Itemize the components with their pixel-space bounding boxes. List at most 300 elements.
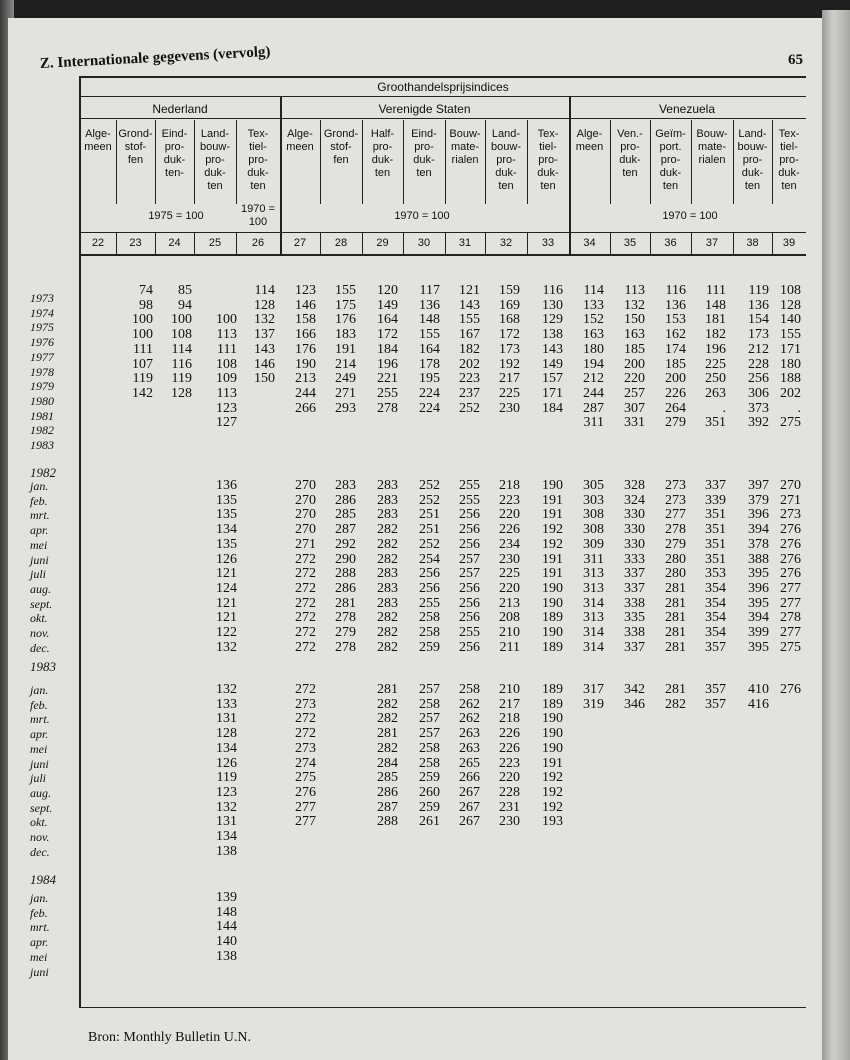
table-cell: 143 bbox=[459, 297, 480, 313]
table-cell: 133 bbox=[216, 696, 237, 712]
table-cell: 173 bbox=[499, 341, 520, 357]
row-label: 1973 bbox=[30, 291, 54, 305]
table-cell: 119 bbox=[132, 371, 153, 387]
row-label: 1978 bbox=[30, 364, 54, 379]
table-cell: 252 bbox=[459, 400, 480, 416]
table-cell: 142 bbox=[132, 385, 153, 401]
table-cell: 114 bbox=[171, 341, 192, 357]
column-header: Ven.- pro- duk- ten bbox=[617, 128, 643, 179]
table-cell: 267 bbox=[459, 784, 480, 800]
table-cell: 278 bbox=[377, 400, 398, 416]
table-cell: 397 bbox=[748, 478, 769, 493]
table-cell: 286 bbox=[335, 492, 356, 508]
table-cell: 194 bbox=[583, 356, 604, 372]
table-cell: 230 bbox=[499, 814, 520, 830]
column-header: Land- bouw- pro- duk- ten bbox=[737, 128, 768, 192]
table-cell: 280 bbox=[665, 566, 686, 582]
row-label: sept. bbox=[30, 800, 53, 815]
table-cell: 167 bbox=[459, 327, 480, 343]
column-number: 32 bbox=[499, 237, 513, 249]
table-cell: 200 bbox=[665, 371, 686, 387]
row-label: mrt. bbox=[30, 712, 50, 727]
table-cell: 272 bbox=[295, 726, 316, 742]
table-cell: 217 bbox=[499, 696, 520, 712]
table-cell: 244 bbox=[583, 385, 604, 401]
table-cell: 189 bbox=[542, 696, 563, 712]
table-cell: 135 bbox=[216, 492, 237, 508]
table-cell: 309 bbox=[583, 536, 604, 552]
row-label: 1974 bbox=[30, 305, 54, 320]
column-header: Tex- tiel- pro- duk- ten bbox=[247, 128, 269, 192]
table-cell: 258 bbox=[419, 696, 440, 712]
row-label: feb. bbox=[30, 493, 48, 508]
table-cell: 185 bbox=[624, 341, 645, 357]
table-cell: 111 bbox=[217, 341, 237, 357]
table-cell: 256 bbox=[459, 595, 480, 611]
table-cell: 234 bbox=[499, 536, 520, 552]
column-divider bbox=[116, 120, 117, 204]
table-cell: 133 bbox=[583, 297, 604, 313]
table-cell: 121 bbox=[216, 610, 237, 626]
table-cell: 256 bbox=[459, 639, 480, 655]
table-cell: 155 bbox=[419, 327, 440, 343]
table-cell: 191 bbox=[542, 566, 563, 582]
table-cell: 121 bbox=[216, 566, 237, 582]
column-divider bbox=[733, 232, 734, 254]
table-cell: 285 bbox=[377, 770, 398, 786]
table-cell: 220 bbox=[499, 770, 520, 786]
table-cell: 283 bbox=[377, 566, 398, 582]
column-header: Tex- tiel- pro- duk- ten bbox=[778, 128, 800, 192]
table-cell: 226 bbox=[499, 726, 520, 742]
table-cell: 130 bbox=[542, 297, 563, 313]
row-label: aug. bbox=[30, 581, 51, 596]
table-cell: 116 bbox=[171, 356, 192, 372]
column-divider bbox=[362, 232, 363, 254]
table-cell: 121 bbox=[459, 283, 480, 298]
table-cell: 388 bbox=[748, 551, 769, 567]
table-cell: 195 bbox=[419, 371, 440, 387]
table-cell: 277 bbox=[780, 595, 801, 611]
table-cell: 273 bbox=[780, 507, 801, 523]
table-cell: 276 bbox=[780, 682, 801, 697]
table-cell: 200 bbox=[624, 356, 645, 372]
table-cell: 211 bbox=[499, 639, 520, 655]
table-cell: 244 bbox=[295, 385, 316, 401]
table-cell: 306 bbox=[748, 385, 769, 401]
table-cell: 262 bbox=[459, 711, 480, 727]
table-cell: 135 bbox=[216, 507, 237, 523]
column-header: Eind- pro- duk- ten bbox=[411, 128, 437, 179]
table-cell: 107 bbox=[132, 356, 153, 372]
rule bbox=[80, 254, 806, 256]
row-label: apr. bbox=[30, 523, 49, 538]
table-cell: 273 bbox=[665, 492, 686, 508]
table-cell: 190 bbox=[542, 595, 563, 611]
table-cell: 314 bbox=[583, 595, 604, 611]
table-cell: 171 bbox=[542, 385, 563, 401]
column-number: 28 bbox=[334, 237, 348, 249]
row-label: jan. bbox=[30, 683, 49, 697]
table-cell: 119 bbox=[748, 283, 769, 298]
table-bottom-rule bbox=[80, 1007, 806, 1008]
country-venezuela: Venezuela bbox=[658, 102, 716, 116]
table-cell: 202 bbox=[459, 356, 480, 372]
column-header: Alge- meen bbox=[286, 128, 314, 153]
table-cell: 266 bbox=[295, 400, 316, 416]
column-divider bbox=[569, 232, 570, 254]
column-divider bbox=[445, 232, 446, 254]
base-vs: 1970 = 100 bbox=[394, 210, 450, 222]
table-cell: 164 bbox=[419, 341, 440, 357]
table-cell: 392 bbox=[748, 415, 769, 431]
table-cell: 256 bbox=[459, 536, 480, 552]
table-cell: 277 bbox=[295, 799, 316, 815]
table-cell: 276 bbox=[295, 784, 316, 800]
table-cell: 337 bbox=[624, 580, 645, 596]
table-cell: 138 bbox=[216, 843, 237, 859]
table-cell: 191 bbox=[542, 492, 563, 508]
table-cell: 314 bbox=[583, 639, 604, 655]
table-cell: 281 bbox=[665, 610, 686, 626]
column-divider bbox=[485, 232, 486, 254]
table-cell: 228 bbox=[748, 356, 769, 372]
table-cell: 120 bbox=[377, 283, 398, 298]
table-cell: 146 bbox=[295, 297, 316, 313]
table-cell: 259 bbox=[419, 799, 440, 815]
table-cell: 189 bbox=[542, 639, 563, 655]
table-cell: 226 bbox=[499, 740, 520, 756]
row-label: mei bbox=[30, 537, 48, 552]
table-cell: 196 bbox=[705, 341, 726, 357]
table-cell: 342 bbox=[624, 682, 645, 697]
base-nederland: 1975 = 100 bbox=[148, 210, 204, 222]
table-cell: 275 bbox=[780, 639, 801, 655]
column-header: Land- bouw- pro- duk- ten bbox=[200, 128, 230, 192]
table-cell: 335 bbox=[624, 610, 645, 626]
column-divider bbox=[236, 120, 237, 204]
table-cell: 132 bbox=[624, 297, 645, 313]
table-cell: 282 bbox=[377, 551, 398, 567]
table-cell: 190 bbox=[542, 740, 563, 756]
table-cell: 259 bbox=[419, 770, 440, 786]
table-cell: 149 bbox=[377, 297, 398, 313]
table-cell: 283 bbox=[377, 478, 398, 493]
table-cell: 193 bbox=[542, 814, 563, 830]
table-cell: 135 bbox=[216, 536, 237, 552]
table-cell: 208 bbox=[499, 610, 520, 626]
table-cell: 230 bbox=[499, 551, 520, 567]
column-divider bbox=[772, 232, 773, 254]
table-cell: 283 bbox=[377, 580, 398, 596]
table-cell: 126 bbox=[216, 551, 237, 567]
table-cell: 265 bbox=[459, 755, 480, 771]
table-cell: 117 bbox=[419, 283, 440, 298]
table-cell: 225 bbox=[499, 385, 520, 401]
table-cell: 281 bbox=[335, 595, 356, 611]
section-year-label: 1984 bbox=[30, 872, 56, 887]
table-cell: 274 bbox=[295, 755, 316, 771]
table-cell: 128 bbox=[216, 726, 237, 742]
source-note: Bron: Monthly Bulletin U.N. bbox=[88, 1030, 251, 1045]
table-cell: 192 bbox=[542, 799, 563, 815]
table-cell: 272 bbox=[295, 595, 316, 611]
table-cell: 183 bbox=[335, 327, 356, 343]
table-cell: 182 bbox=[459, 341, 480, 357]
table-cell: . bbox=[797, 400, 801, 416]
table-cell: 137 bbox=[254, 327, 275, 343]
table-cell: 221 bbox=[377, 371, 398, 387]
table-cell: 272 bbox=[295, 682, 316, 697]
table-cell: 164 bbox=[377, 312, 398, 328]
table-cell: 258 bbox=[419, 755, 440, 771]
table-cell: 272 bbox=[295, 639, 316, 655]
column-header: Eind- pro- duk- ten- bbox=[161, 128, 188, 179]
column-divider bbox=[155, 232, 156, 254]
table-cell: 122 bbox=[216, 625, 237, 640]
table-cell: 128 bbox=[171, 385, 192, 401]
table-cell: 192 bbox=[542, 522, 563, 538]
table-cell: 256 bbox=[459, 610, 480, 626]
table-cell: 394 bbox=[748, 522, 769, 538]
table-cell: 143 bbox=[254, 341, 275, 357]
table-cell: 210 bbox=[499, 625, 520, 640]
column-divider bbox=[650, 120, 651, 204]
table-cell: 132 bbox=[254, 312, 275, 328]
table-cell: 319 bbox=[583, 696, 604, 712]
table-cell: 138 bbox=[542, 327, 563, 343]
table-cell: 188 bbox=[780, 371, 801, 387]
table-cell: 128 bbox=[254, 297, 275, 313]
table-cell: 257 bbox=[419, 726, 440, 742]
table-cell: 123 bbox=[216, 784, 237, 800]
table-cell: 279 bbox=[335, 625, 356, 640]
table-cell: 272 bbox=[295, 711, 316, 727]
column-divider bbox=[403, 120, 404, 204]
column-number: 36 bbox=[664, 237, 677, 249]
table-cell: 210 bbox=[499, 682, 520, 697]
table-cell: 172 bbox=[499, 327, 520, 343]
row-label: juni bbox=[30, 964, 49, 979]
table-cell: 230 bbox=[499, 400, 520, 416]
table-cell: 275 bbox=[295, 770, 316, 786]
table-cell: 346 bbox=[624, 696, 645, 712]
table-cell: 281 bbox=[665, 625, 686, 640]
row-label: 1980 bbox=[30, 393, 54, 408]
table-cell: 100 bbox=[216, 312, 237, 328]
table-cell: 330 bbox=[624, 536, 645, 552]
table-cell: 181 bbox=[705, 312, 726, 328]
table-cell: 192 bbox=[499, 356, 520, 372]
table-cell: 252 bbox=[419, 478, 440, 493]
table-cell: 351 bbox=[705, 536, 726, 552]
column-divider bbox=[280, 96, 281, 254]
table-cell: 410 bbox=[748, 682, 769, 697]
table-cell: 277 bbox=[780, 580, 801, 596]
column-divider bbox=[236, 232, 237, 254]
table-cell: 163 bbox=[624, 327, 645, 343]
table-cell: 100 bbox=[132, 312, 153, 328]
table-cell: 353 bbox=[705, 566, 726, 582]
row-label: sept. bbox=[30, 596, 53, 611]
table-cell: 100 bbox=[132, 327, 153, 343]
column-divider bbox=[691, 232, 692, 254]
book-binding bbox=[822, 10, 850, 1060]
table-cell: 182 bbox=[705, 327, 726, 343]
table-cell: 254 bbox=[419, 551, 440, 567]
table-cell: 153 bbox=[665, 312, 686, 328]
table-cell: 307 bbox=[624, 400, 645, 416]
row-label: 1982 bbox=[30, 423, 54, 438]
table-cell: 176 bbox=[295, 341, 316, 357]
table-cell: 267 bbox=[459, 799, 480, 815]
table-cell: 282 bbox=[377, 625, 398, 640]
column-header: Land- bouw- pro- duk- ten bbox=[491, 128, 521, 192]
table-cell: 184 bbox=[377, 341, 398, 357]
table-cell: 278 bbox=[780, 610, 801, 626]
table-cell: 399 bbox=[748, 625, 769, 640]
table-cell: 190 bbox=[542, 625, 563, 640]
table-cell: 180 bbox=[583, 341, 604, 357]
table-cell: 283 bbox=[377, 492, 398, 508]
table-cell: 277 bbox=[665, 507, 686, 523]
table-cell: 152 bbox=[583, 312, 604, 328]
column-number: 37 bbox=[705, 237, 719, 249]
table-cell: 136 bbox=[665, 297, 686, 313]
table-cell: 258 bbox=[459, 682, 480, 697]
table-cell: 119 bbox=[171, 371, 192, 387]
table-cell: 223 bbox=[499, 755, 520, 771]
column-number: 26 bbox=[251, 237, 265, 249]
column-divider bbox=[733, 120, 734, 204]
table-cell: 250 bbox=[705, 371, 726, 387]
table-cell: 213 bbox=[295, 371, 316, 387]
table-cell: 128 bbox=[780, 297, 801, 313]
table-cell: 313 bbox=[583, 610, 604, 626]
table-cell: 292 bbox=[335, 536, 356, 552]
table-cell: 140 bbox=[780, 312, 801, 328]
table-cell: 263 bbox=[459, 740, 480, 756]
column-number: 29 bbox=[376, 237, 389, 249]
column-divider bbox=[362, 120, 363, 204]
table-cell: 257 bbox=[419, 711, 440, 727]
table-cell: 150 bbox=[624, 312, 645, 328]
table-cell: 351 bbox=[705, 522, 726, 538]
section-year-label: 1983 bbox=[30, 659, 56, 674]
table-cell: 166 bbox=[295, 327, 316, 343]
column-number: 33 bbox=[541, 237, 555, 249]
column-divider bbox=[116, 232, 117, 254]
table-cell: 220 bbox=[499, 580, 520, 596]
row-label: jan. bbox=[30, 891, 49, 905]
row-label: dec. bbox=[30, 844, 50, 859]
table-cell: 131 bbox=[216, 814, 237, 830]
row-label: jan. bbox=[30, 479, 49, 493]
table-cell: 337 bbox=[624, 639, 645, 655]
section-title: Z. Internationale gegevens (vervolg) bbox=[39, 43, 271, 72]
table-cell: 202 bbox=[780, 385, 801, 401]
table-cell: 191 bbox=[542, 755, 563, 771]
table-cell: 308 bbox=[583, 507, 604, 523]
table-cell: 134 bbox=[216, 740, 237, 756]
row-label: mei bbox=[30, 949, 48, 964]
table-cell: 283 bbox=[377, 507, 398, 523]
table-cell: 272 bbox=[295, 625, 316, 640]
country-verenigde-staten: Verenigde Staten bbox=[378, 102, 471, 116]
table-cell: 85 bbox=[178, 283, 192, 298]
table-cell: 163 bbox=[583, 327, 604, 343]
table-cell: 175 bbox=[335, 297, 356, 313]
table-cell: 113 bbox=[216, 385, 237, 401]
table-cell: 173 bbox=[748, 327, 769, 343]
table-cell: 111 bbox=[706, 283, 726, 298]
table-cell: 190 bbox=[542, 726, 563, 742]
table-cell: 256 bbox=[419, 566, 440, 582]
table-cell: 260 bbox=[419, 784, 440, 800]
table-cell: 282 bbox=[377, 639, 398, 655]
table-cell: 176 bbox=[335, 312, 356, 328]
table-cell: 249 bbox=[335, 371, 356, 387]
table-cell: 136 bbox=[419, 297, 440, 313]
table-cell: 134 bbox=[216, 522, 237, 538]
table-cell: 266 bbox=[459, 770, 480, 786]
table-cell: 191 bbox=[542, 551, 563, 567]
row-label: juli bbox=[30, 567, 47, 582]
column-divider bbox=[280, 232, 281, 254]
country-nederland: Nederland bbox=[152, 102, 208, 116]
table-cell: 146 bbox=[254, 356, 275, 372]
row-label: 1977 bbox=[30, 349, 54, 364]
table-cell: 190 bbox=[542, 478, 563, 493]
table-cell: 223 bbox=[459, 371, 480, 387]
table-cell: 395 bbox=[748, 566, 769, 582]
table-cell: 279 bbox=[665, 415, 686, 431]
table-cell: 180 bbox=[780, 356, 801, 372]
table-cell: 276 bbox=[780, 522, 801, 538]
column-divider bbox=[320, 120, 321, 204]
table-cell: 226 bbox=[665, 385, 686, 401]
table-cell: 157 bbox=[542, 371, 563, 387]
table-cell: 272 bbox=[295, 566, 316, 582]
table-cell: 132 bbox=[216, 799, 237, 815]
table-cell: 162 bbox=[665, 327, 686, 343]
row-label: 1976 bbox=[30, 335, 54, 350]
table-cell: 100 bbox=[171, 312, 192, 328]
table-cell: 416 bbox=[748, 696, 769, 712]
table-cell: 214 bbox=[335, 356, 356, 372]
table-cell: 155 bbox=[335, 283, 356, 298]
table-cell: 131 bbox=[216, 711, 237, 727]
table-cell: 257 bbox=[459, 551, 480, 567]
table-cell: 226 bbox=[499, 522, 520, 538]
table-cell: 263 bbox=[459, 726, 480, 742]
table-cell: 172 bbox=[377, 327, 398, 343]
table-cell: 272 bbox=[295, 580, 316, 596]
table-cell: 255 bbox=[459, 625, 480, 640]
table-cell: 256 bbox=[748, 371, 769, 387]
section-year-label: 1982 bbox=[30, 465, 56, 480]
table-cell: 136 bbox=[216, 478, 237, 493]
table-cell: 196 bbox=[377, 356, 398, 372]
column-divider bbox=[320, 232, 321, 254]
table-cell: 287 bbox=[583, 400, 604, 416]
table-cell: 127 bbox=[216, 415, 237, 431]
table-cell: 311 bbox=[583, 551, 604, 567]
table-cell: 351 bbox=[705, 415, 726, 431]
column-number: 22 bbox=[91, 237, 105, 249]
table-cell: 277 bbox=[295, 814, 316, 830]
table-cell: 116 bbox=[542, 283, 563, 298]
